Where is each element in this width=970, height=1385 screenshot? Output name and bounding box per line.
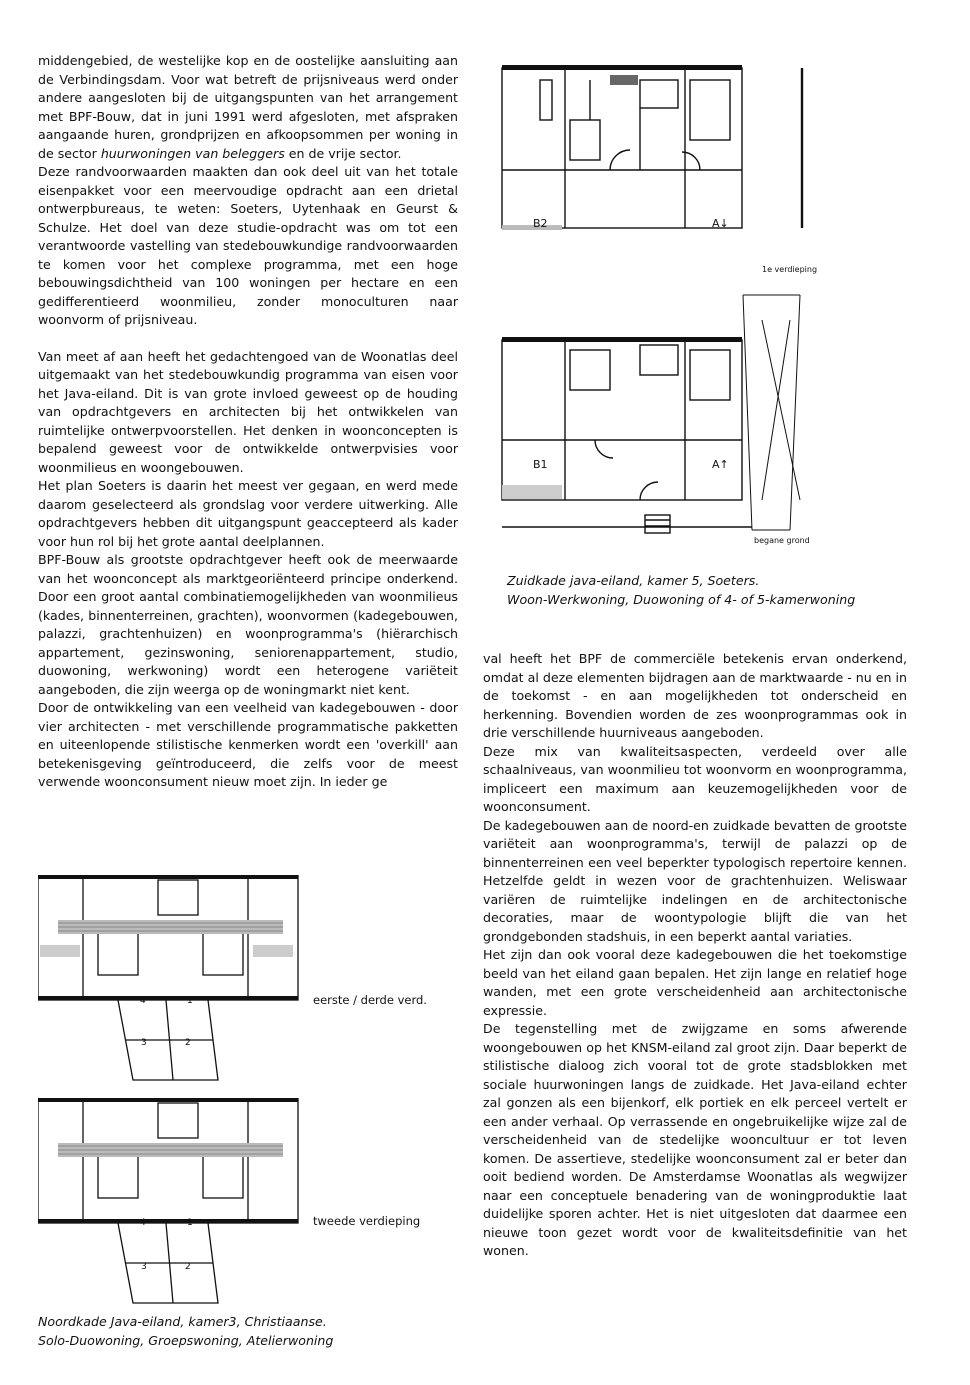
paragraph: De kadegebouwen aan de noord-en zuidkade bevatten de grootste variëteit aan woonprogramma's, terwijl de palazzi op de binnenterreinen een veel beperkter typologisch repertoire kennen. Hetzelfde geldt in wezen voor de grachtenhuizen. Weliswaar variëren de ruimtelijke indelingen en de architectonische decoraties, maar de woontypologie blijft die van het grondgebonden stadshuis, in een beperkt aantal variaties.	[483, 817, 907, 944]
caption-line: Zuidkade java-eiland, kamer 5, Soeters.	[507, 573, 760, 588]
room-number: 2	[185, 1262, 191, 1272]
caption-line: Woon-Werkwoning, Duowoning of 4- of 5-kamerwoning	[507, 591, 856, 607]
paragraph	[38, 52, 458, 163]
figure-caption-christiaanse	[38, 1313, 333, 1350]
paragraph: Het plan Soeters is daarin het meest ver gegaan, en werd mede daarom geselecteerd als grondslag voor verdere uitwerking. Alle opdrachtgevers hebben dit uitgangspunt geaccepteerd als kader voor hun rol bij het grote aantal deelplannen.	[38, 478, 458, 549]
floor-label: 1e verdieping	[762, 265, 818, 274]
paragraph: BPF-Bouw als grootste opdrachtgever heeft ook de meerwaarde van het woonconcept als marktgeoriënteerd principe onderkend. Door een groot aantal combinatiemogelijkheden van woonmilieus (kades, binnenterreinen, grachten), woonvormen (kadegebouwen, palazzi, grachtenhuizen) en woonprogramma's (hiërarchisch appartement, gezinswoning, seniorenappartement, studio, duowoning, werkwoning) wordt een heterogene variëteit aangeboden, die zijn weerga op de woningmarkt niet kent.	[38, 552, 458, 697]
room-number: 3	[141, 1038, 147, 1048]
unit-label: B2	[533, 217, 548, 230]
floor-plan-soeters-ground	[500, 290, 820, 540]
unit-label: B1	[533, 458, 548, 471]
left-text-column	[38, 52, 458, 792]
room-number: 4	[140, 1218, 146, 1228]
paragraph: Deze mix van kwaliteitsaspecten, verdeeld over alle schaalniveaus, van woonmilieu tot woonvorm en woonprogramma, impliceert een maximum aan keuzemogelijkheden voor de woonconsument.	[483, 743, 907, 814]
room-number: 1	[187, 1218, 193, 1228]
floor-label: begane grond	[754, 536, 810, 545]
room-number: 4	[140, 996, 146, 1006]
room-number: 2	[185, 1038, 191, 1048]
paragraph: De tegenstelling met de zwijgzame en soms afwerende woongebouwen op het KNSM-eiland zal groot zijn. Daar beperkt de stilistische dialoog zich vooral tot de grote stadsblokken met sociale huurwoningen langs de zuidkade. Het Java-eiland echter zal gonzen als een bijenkorf, elk portiek en elk perceel vertelt er een ander verhaal. Op verrassende en ongebruikelijke wijze zal de verscheidenheid van de stedelijke wooncultuur er tot leven komen. De assertieve, stedelijke woonconsument zal er beter dan ooit bediend worden. De Amsterdamse Woonatlas als wegwijzer naar een conceptuele benadering van de woningproduktie laat duidelijke sporen achter. Het is niet uitgesloten dat daarmee een nieuwe toon gezet wordt voor de kwaliteitsdefinitie van het wonen.	[483, 1021, 907, 1258]
paragraph-text: en de vrije sector.	[288, 145, 402, 161]
figure-caption-soeters	[507, 572, 855, 609]
unit-label: A↓	[712, 217, 729, 230]
unit-label: A↑	[712, 458, 729, 471]
floor-plan-christiaanse-first-third	[38, 875, 303, 1085]
caption-line: Solo-Duowoning, Groepswoning, Atelierwoning	[38, 1332, 334, 1348]
room-number: 3	[141, 1262, 147, 1272]
floor-plan-christiaanse-second	[38, 1098, 303, 1308]
right-text-column	[483, 650, 907, 1261]
room-number: 1	[187, 996, 193, 1006]
paragraph-text: middengebied, de westelijke kop en de oostelijke aansluiting aan de Verbindingsdam. Voor wat betreft de prijsniveaus werd onder andere aangesloten bij de uitgangspunten van het arrangement met BPF-Bouw, dat in juni 1991 werd afgesloten, met afspraken aangaande huren, grondprijzen en afkoopsommen per woning in de sector	[38, 53, 458, 161]
paragraph: Van meet af aan heeft het gedachtengoed van de Woonatlas deel uitgemaakt van het stedebouwkundig programma van eisen voor het Java-eiland. Dit is van grote invloed geweest op de houding van opdrachtgevers en architecten bij het ontwikkelen van ruimtelijke ontwerpvoorstellen. Het denken in woonconcepten is bepalend geweest voor de ontwikkelde ontwerpvisies voor woonmilieus en woongebouwen.	[38, 348, 458, 475]
paragraph: val heeft het BPF de commerciële betekenis ervan onderkend, omdat al deze elementen bijdragen aan de marktwaarde - nu en in de toekomst - en aan mogelijkheden tot onderscheid en herkenning. Bovendien worden de zes woonprogrammas ook in drie verschillende huurniveaus aangeboden.	[483, 651, 907, 740]
floor-label: eerste / derde verd.	[313, 993, 427, 1007]
floor-label: tweede verdieping	[313, 1214, 421, 1228]
paragraph: Door de ontwikkeling van een veelheid van kadegebouwen - door vier architecten - met verschillende programmatische pakketten en uiteenlopende stilistische kenmerken wordt een 'overkill' aan betekenisgeving geïntroduceerd, die zelfs voor de meest verwende woonconsument nieuw moet zijn. In ieder ge	[38, 700, 458, 789]
caption-line: Noordkade Java-eiland, kamer3, Christiaanse.	[38, 1314, 327, 1329]
paragraph: Het zijn dan ook vooral deze kadegebouwen die het toekomstige beeld van het eiland gaan bepalen. Het zijn lange en relatief hoge wanden, met een grote verscheidenheid aan architectonische expressie.	[483, 947, 907, 1018]
floor-plan-soeters-upper	[500, 60, 820, 240]
emphasis-text: huurwoningen van beleggers	[100, 145, 285, 161]
paragraph: Deze randvoorwaarden maakten dan ook deel uit van het totale eisenpakket voor een meervoudige opdracht aan een drietal ontwerpbureaus, te weten: Soeters, Uytenhaak en Geurst & Schulze. Het doel van deze studie-opdracht was om tot een verantwoorde vastelling van stedebouwkundige randvoorwaarden te komen voor het complexe programma, met een hoge bebouwingsdichtheid van 100 woningen per hectare en een gedifferentieerd woonmilieu, zonder monoculturen naar woonvorm of prijsniveau.	[38, 164, 458, 327]
